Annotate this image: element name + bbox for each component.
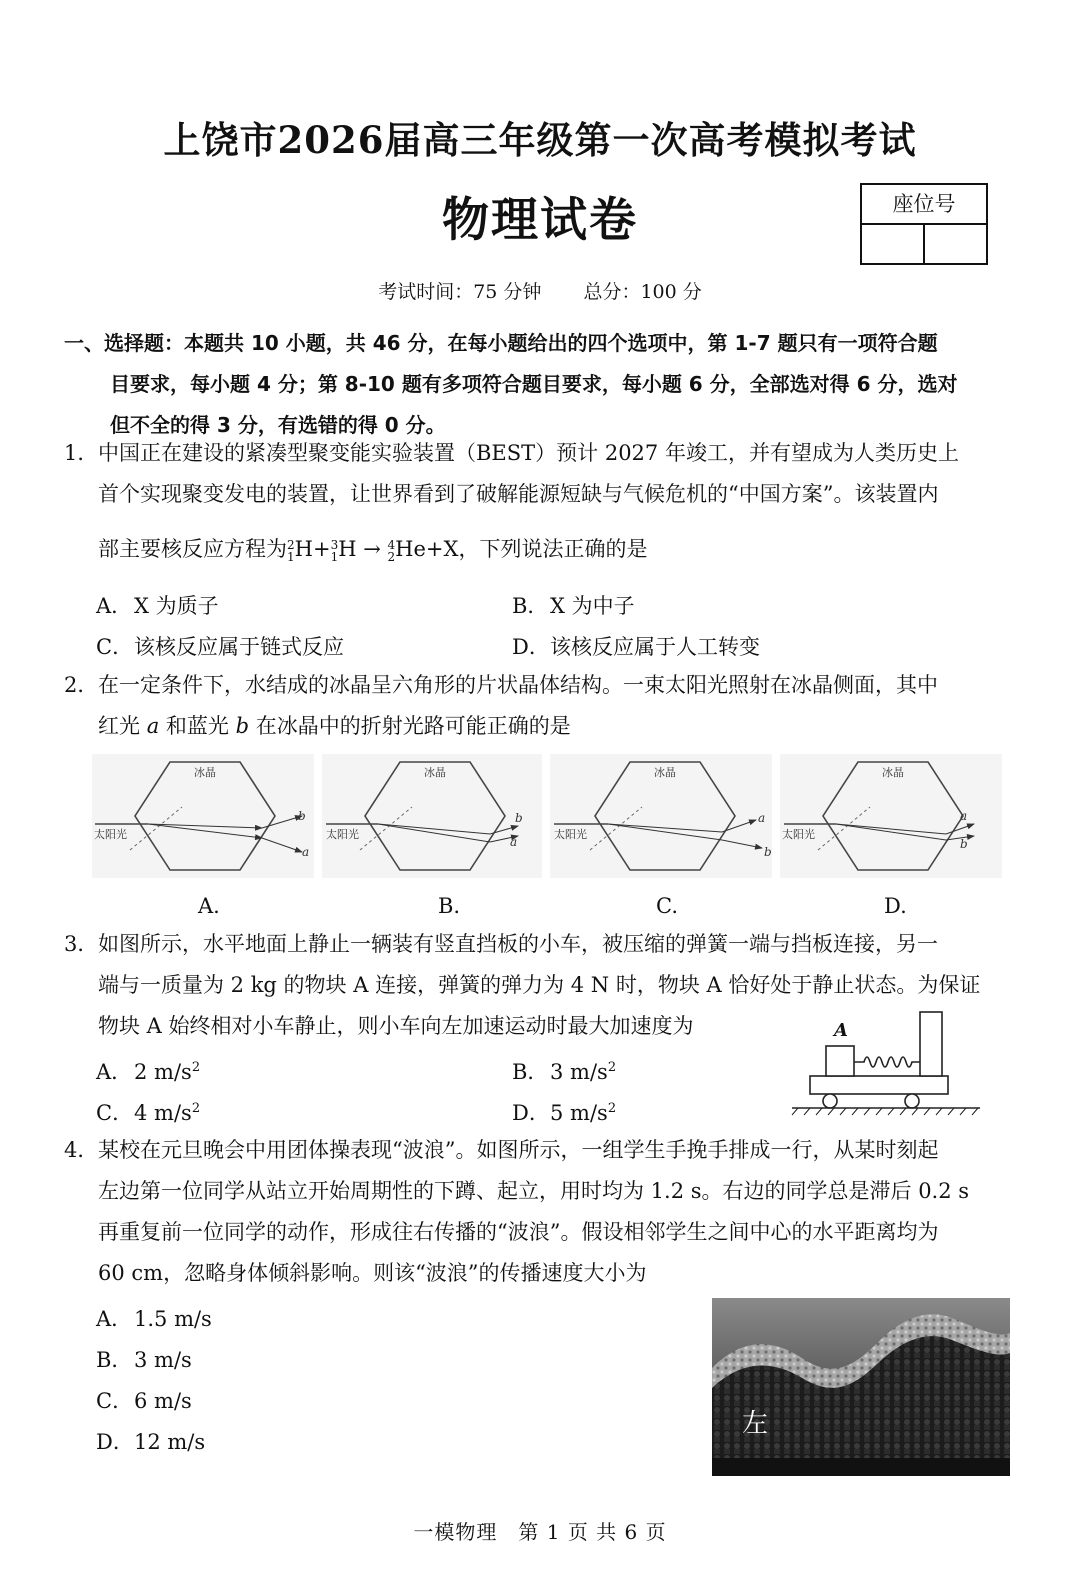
photo-floor — [712, 1458, 1010, 1476]
option-sup: 2 — [607, 1060, 617, 1075]
question-2-line-2 — [98, 706, 1034, 747]
wheel-left — [823, 1094, 837, 1108]
exam-meta — [0, 277, 1080, 304]
diagram-label-b: B. — [438, 894, 461, 918]
question-1-line-3-post: ，下列说法正确的是 — [458, 537, 648, 561]
question-3-line-3: 物块 A 始终相对小车静止，则小车向左加速运动时最大加速度为 — [98, 1014, 694, 1038]
eq-t1-z: 1 — [287, 549, 295, 564]
question-1-line-3 — [98, 529, 1034, 570]
question-4-line-3: 再重复前一位同学的动作，形成往右传播的“波浪”。假设相邻学生之间中心的水平距离均为 — [98, 1220, 939, 1244]
sun-label-c: 太阳光 — [554, 828, 587, 841]
seat-cell-2 — [925, 225, 986, 263]
question-3-line-1: 如图所示，水平地面上静止一辆装有竖直挡板的小车，被压缩的弹簧一端与挡板连接，另一 — [98, 932, 938, 956]
q2-line2-post: 在冰晶中的折射光路可能正确的是 — [249, 714, 571, 738]
question-1-line-3-pre: 部主要核反应方程为 — [98, 537, 287, 561]
option-text: 3 m/s — [550, 1060, 608, 1084]
eq-t1-mass: 2 — [287, 537, 295, 552]
paper-subtitle: 物理试卷 — [442, 193, 638, 248]
option-label: B． — [512, 594, 549, 618]
ray-label-d-top: a — [960, 809, 968, 823]
eq-plus: + — [312, 537, 331, 561]
ray-label-c-top: a — [758, 811, 766, 825]
option-text: 该核反应属于链式反应 — [134, 635, 344, 659]
q4-option-d — [96, 1426, 205, 1456]
cart-spring-figure — [790, 1008, 985, 1116]
eq-tail: +X — [425, 537, 459, 561]
cart-body — [810, 1076, 948, 1094]
option-label: D． — [512, 635, 550, 659]
seat-cell-1 — [862, 225, 925, 263]
diagram-label-d: D. — [884, 894, 907, 918]
q3-option-b — [512, 1056, 616, 1086]
option-label: D． — [512, 1101, 550, 1125]
option-label: C． — [96, 1389, 134, 1413]
option-label: A． — [96, 1060, 133, 1084]
spring — [854, 1057, 920, 1067]
q4-option-b — [96, 1344, 192, 1374]
exam-time: 考试时间：75 分钟 — [378, 281, 542, 303]
option-text: 6 m/s — [134, 1389, 192, 1413]
option-text: X 为质子 — [134, 594, 219, 618]
ray-label-b-bottom: a — [510, 835, 518, 849]
option-label: A． — [96, 1307, 133, 1331]
diagram-label-c: C. — [656, 894, 678, 918]
question-3-number: 3． — [64, 932, 99, 956]
ray-label-d-bottom: b — [960, 837, 968, 851]
eq-t1: H — [294, 537, 313, 561]
red-light-symbol: a — [146, 714, 160, 738]
eq-t2: H — [338, 537, 357, 561]
question-1-number: 1． — [64, 441, 99, 465]
q1-option-c — [96, 631, 344, 661]
question-4-number: 4． — [64, 1138, 99, 1162]
question-4-line-1: 某校在元旦晚会中用团体操表现“波浪”。如图所示，一组学生手挽手排成一行，从某时刻起 — [98, 1138, 939, 1162]
wave-performance-photo — [712, 1298, 1010, 1476]
seat-number-label: 座位号 — [862, 185, 986, 225]
q1-option-b — [512, 590, 635, 620]
q4-option-c — [96, 1385, 192, 1415]
eq-arrow: → — [363, 537, 381, 561]
ice-label-a: 冰晶 — [194, 766, 216, 779]
ray-label-a-bottom: a — [302, 845, 310, 859]
section-1-instructions — [64, 323, 1034, 446]
seat-number-box — [860, 183, 988, 265]
diagram-label-a: A. — [198, 894, 220, 918]
cart-baffle — [920, 1012, 942, 1076]
sun-label-a: 太阳光 — [94, 828, 127, 841]
option-text: 1.5 m/s — [134, 1307, 212, 1331]
option-text: 2 m/s — [134, 1060, 192, 1084]
eq-t3-mass: 4 — [387, 537, 396, 552]
section-1-line-3: 但不全的得 3 分，有选错的得 0 分。 — [110, 413, 446, 437]
question-4-line-4: 60 cm，忽略身体倾斜影响。则该“波浪”的传播速度大小为 — [98, 1261, 647, 1285]
eq-t3-z: 2 — [387, 549, 396, 564]
eq-t2-z: 1 — [330, 549, 339, 564]
question-1-line-1: 中国正在建设的紧凑型聚变能实验装置（BEST）预计 2027 年竣工，并有望成为人类历史上 — [98, 441, 959, 465]
ice-label-d: 冰晶 — [882, 766, 904, 779]
q3-option-c — [96, 1097, 200, 1127]
eq-t3: He — [395, 537, 426, 561]
question-2-number: 2． — [64, 673, 99, 697]
option-label: B． — [96, 1348, 133, 1372]
question-1-line-2: 首个实现聚变发电的装置，让世界看到了破解能源短缺与气候危机的“中国方案”。该装置内 — [98, 482, 939, 506]
q1-option-a — [96, 590, 219, 620]
option-text: 4 m/s — [134, 1101, 192, 1125]
block-a — [826, 1046, 854, 1076]
question-4-line-2: 左边第一位同学从站立开始周期性的下蹲、起立，用时均为 1.2 s。右边的同学总是滞后 0.2 s — [98, 1179, 970, 1203]
eq-t2-mass: 3 — [330, 537, 339, 552]
option-sup: 2 — [191, 1060, 201, 1075]
option-label: B． — [512, 1060, 549, 1084]
option-text: 12 m/s — [134, 1430, 206, 1454]
option-text: 5 m/s — [550, 1101, 608, 1125]
section-1-line-1: 一、选择题：本题共 10 小题，共 46 分，在每小题给出的四个选项中，第 1-7 题只有一项符合题 — [64, 331, 938, 355]
question-3-line-2: 端与一质量为 2 kg 的物块 A 连接，弹簧的弹力为 4 N 时，物块 A 恰好处于静止状态。为保证 — [98, 973, 981, 997]
q2-line2-mid: 和蓝光 — [159, 714, 236, 738]
option-sup: 2 — [191, 1101, 201, 1116]
section-1-line-2: 目要求，每小题 4 分；第 8-10 题有多项符合题目要求，每小题 6 分，全部选对得 6 分，选对 — [110, 372, 958, 396]
option-text: X 为中子 — [550, 594, 635, 618]
ray-label-c-bottom: b — [764, 845, 772, 859]
exam-title: 上饶市2026届高三年级第一次高考模拟考试 — [163, 118, 917, 162]
sun-label-b: 太阳光 — [326, 828, 359, 841]
nuclear-equation — [287, 537, 459, 564]
exam-total-score: 总分：100 分 — [583, 281, 702, 303]
sun-label-d: 太阳光 — [782, 828, 815, 841]
wheel-right — [905, 1094, 919, 1108]
option-text: 该核反应属于人工转变 — [550, 635, 760, 659]
option-label: C． — [96, 1101, 134, 1125]
q3-option-a — [96, 1056, 200, 1086]
ray-label-b-top: b — [515, 811, 523, 825]
photo-left-label: 左 — [742, 1409, 769, 1439]
ray-label-a-top: b — [298, 809, 306, 823]
option-text: 3 m/s — [134, 1348, 192, 1372]
ice-label-b: 冰晶 — [424, 766, 446, 779]
q2-line2-pre: 红光 — [98, 714, 147, 738]
ground-hatching — [792, 1108, 978, 1115]
ice-crystal-diagrams — [90, 752, 1010, 880]
option-label: D． — [96, 1430, 134, 1454]
page-footer: 一模物理 第 1 页 共 6 页 — [413, 1520, 667, 1544]
question-2-line-1: 在一定条件下，水结成的冰晶呈六角形的片状晶体结构。一束太阳光照射在冰晶侧面，其中 — [98, 673, 938, 697]
option-sup: 2 — [607, 1101, 617, 1116]
q3-option-d — [512, 1097, 616, 1127]
option-label: A． — [96, 594, 133, 618]
q1-option-d — [512, 631, 760, 661]
blue-light-symbol: b — [235, 714, 250, 738]
option-label: C． — [96, 635, 134, 659]
ice-label-c: 冰晶 — [654, 766, 676, 779]
block-a-label: A — [834, 1020, 848, 1041]
q4-option-a — [96, 1303, 212, 1333]
